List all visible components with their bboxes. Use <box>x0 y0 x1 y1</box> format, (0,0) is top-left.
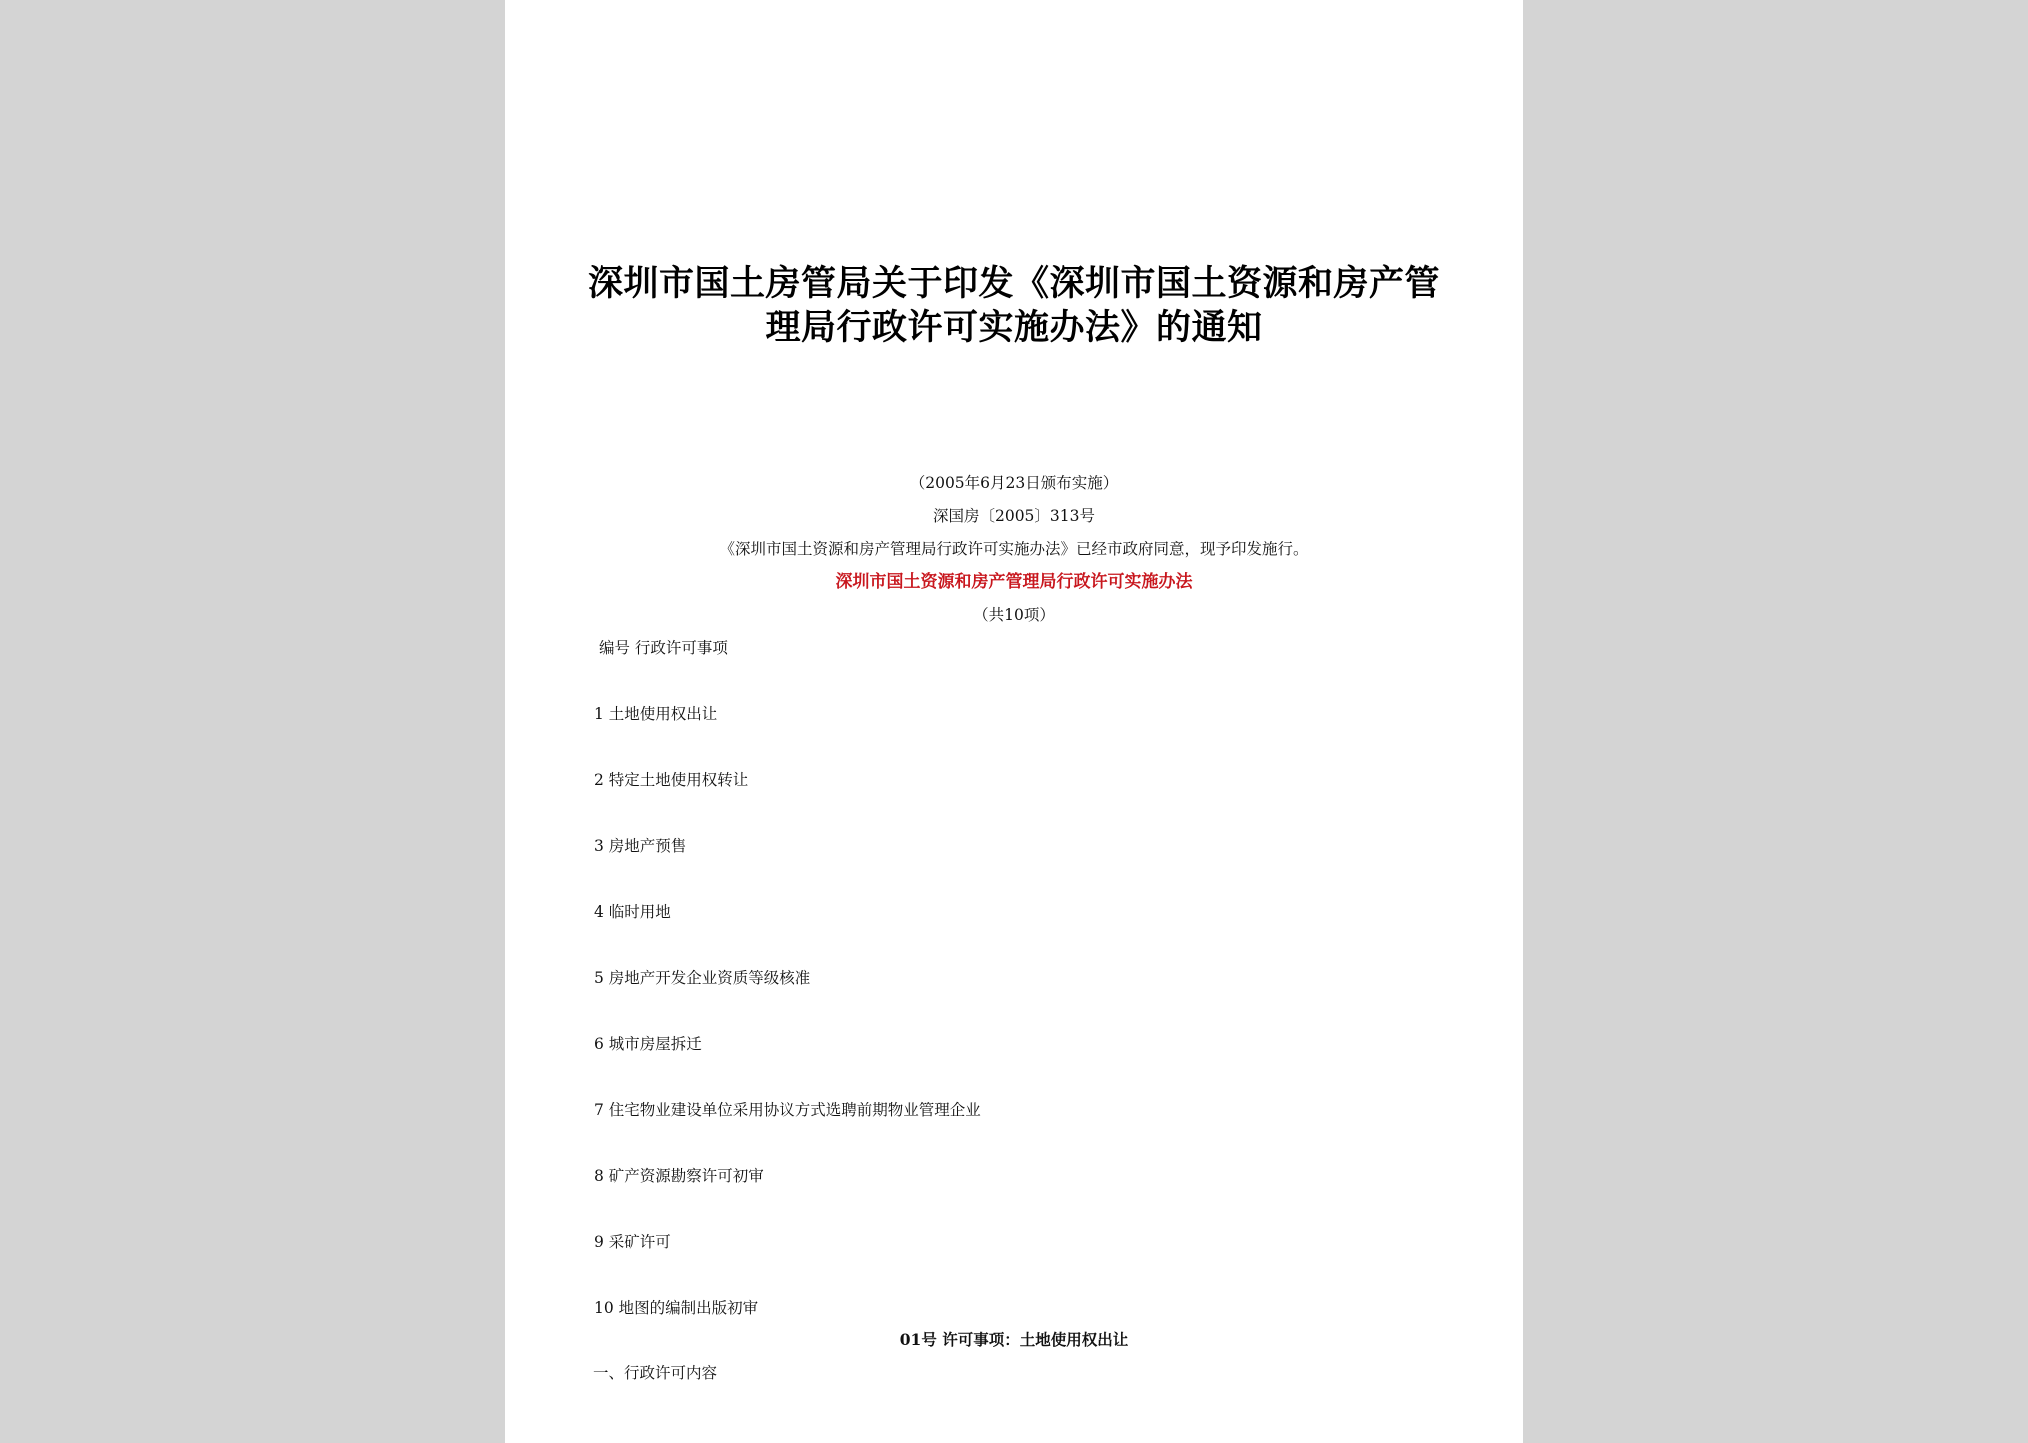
list-item: 2 特定土地使用权转让 <box>594 771 749 789</box>
list-item: 1 土地使用权出让 <box>594 705 718 723</box>
document-title <box>545 262 1483 350</box>
issue-date: （2005年6月23日颁布实施） <box>909 474 1119 492</box>
list-item: 7 住宅物业建设单位采用协议方式选聘前期物业管理企业 <box>594 1101 981 1119</box>
section-heading: 01号 许可事项：土地使用权出让 <box>899 1330 1129 1349</box>
list-header: 编号 行政许可事项 <box>599 639 728 657</box>
item-count: （共10项） <box>973 606 1055 624</box>
document-page <box>505 0 1523 1443</box>
intro-text: 《深圳市国土资源和房产管理局行政许可实施办法》已经市政府同意，现予印发施行。 <box>719 540 1309 558</box>
measures-title: 深圳市国土资源和房产管理局行政许可实施办法 <box>835 572 1193 592</box>
title-line-1: 深圳市国土房管局关于印发《深圳市国土资源和房产管 <box>587 263 1440 304</box>
list-item: 4 临时用地 <box>594 903 671 921</box>
list-item: 10 地图的编制出版初审 <box>594 1299 759 1317</box>
document-number: 深国房〔2005〕313号 <box>932 507 1096 525</box>
list-item: 5 房地产开发企业资质等级核准 <box>594 969 811 987</box>
list-item: 8 矿产资源勘察许可初审 <box>594 1167 764 1185</box>
list-item: 3 房地产预售 <box>594 837 687 855</box>
list-item: 9 采矿许可 <box>594 1233 671 1251</box>
title-line-2: 理局行政许可实施办法》的通知 <box>765 307 1263 348</box>
list-item: 6 城市房屋拆迁 <box>594 1035 702 1053</box>
subsection-heading: 一、行政许可内容 <box>593 1364 718 1382</box>
